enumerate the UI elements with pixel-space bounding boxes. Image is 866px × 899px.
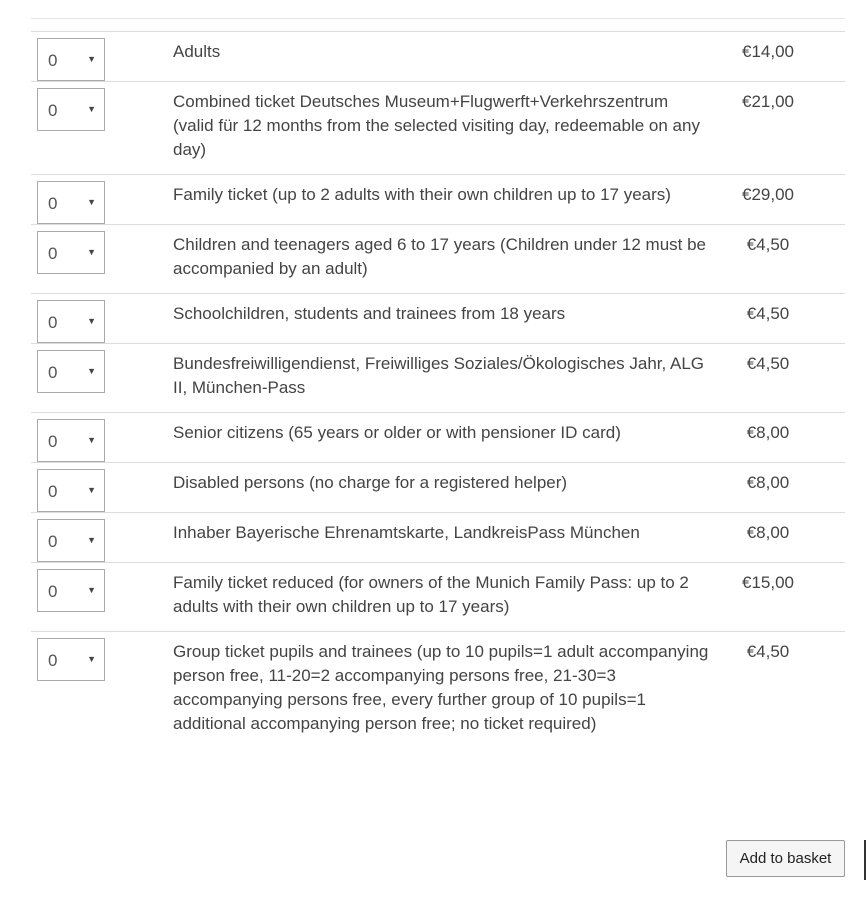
quantity-select[interactable] [37, 469, 105, 512]
quantity-select[interactable] [37, 519, 105, 562]
ticket-row-seniors [31, 413, 845, 463]
ticket-table [31, 31, 845, 748]
chevron-down-icon: ▼ [87, 654, 96, 664]
chevron-down-icon: ▼ [87, 366, 96, 376]
quantity-select[interactable] [37, 350, 105, 393]
quantity-value: 0 [48, 313, 58, 332]
quantity-value: 0 [48, 582, 58, 601]
quantity-select[interactable] [37, 419, 105, 462]
ticket-row-family [31, 175, 845, 225]
chevron-down-icon: ▼ [87, 247, 96, 257]
ticket-price: €4,50 [746, 304, 790, 323]
chevron-down-icon: ▼ [87, 535, 96, 545]
qty-cell [31, 38, 173, 81]
ticket-description: Bundesfreiwilligendienst, Freiwilliges Soziales/Ökologisches Jahr, ALG II, München-Pass [173, 354, 705, 397]
ticket-row-group [31, 632, 845, 748]
ticket-price: €4,50 [746, 354, 790, 373]
ticket-description: Adults [173, 42, 221, 61]
chevron-down-icon: ▼ [87, 197, 96, 207]
quantity-value: 0 [48, 244, 58, 263]
ticket-row-ehrenamt [31, 513, 845, 563]
quantity-select[interactable] [37, 569, 105, 612]
qty-cell [31, 181, 173, 224]
ticket-row-family-reduced [31, 563, 845, 632]
quantity-value: 0 [48, 194, 58, 213]
quantity-value: 0 [48, 101, 58, 120]
quantity-value: 0 [48, 432, 58, 451]
qty-cell [31, 300, 173, 343]
quantity-value: 0 [48, 363, 58, 382]
ticket-price: €8,00 [746, 423, 790, 442]
ticket-price: €4,50 [746, 642, 790, 661]
quantity-select[interactable] [37, 181, 105, 224]
chevron-down-icon: ▼ [87, 54, 96, 64]
ticket-description: Senior citizens (65 years or older or with pensioner ID card) [173, 423, 621, 442]
qty-cell [31, 88, 173, 174]
top-divider [31, 18, 845, 19]
ticket-description: Family ticket reduced (for owners of the Munich Family Pass: up to 2 adults with their own children up to 17 years) [173, 573, 689, 616]
ticket-price: €8,00 [746, 523, 790, 542]
ticket-price: €8,00 [746, 473, 790, 492]
qty-cell [31, 519, 173, 562]
qty-cell [31, 231, 173, 293]
qty-cell [31, 569, 173, 631]
ticket-row-volunteer [31, 344, 845, 413]
add-to-basket-button[interactable]: Add to basket [726, 840, 845, 877]
quantity-select[interactable] [37, 231, 105, 274]
quantity-value: 0 [48, 532, 58, 551]
qty-cell [31, 350, 173, 412]
ticket-row-children [31, 225, 845, 294]
quantity-select[interactable] [37, 38, 105, 81]
chevron-down-icon: ▼ [87, 585, 96, 595]
chevron-down-icon: ▼ [87, 104, 96, 114]
chevron-down-icon: ▼ [87, 316, 96, 326]
qty-cell [31, 419, 173, 462]
chevron-down-icon: ▼ [87, 435, 96, 445]
ticket-row-students [31, 294, 845, 344]
ticket-price: €15,00 [742, 573, 794, 592]
ticket-description: Disabled persons (no charge for a registered helper) [173, 473, 568, 492]
ticket-description: Schoolchildren, students and trainees from 18 years [173, 304, 566, 323]
ticket-description: Inhaber Bayerische Ehrenamtskarte, LandkreisPass München [173, 523, 640, 542]
quantity-select[interactable] [37, 638, 105, 681]
ticket-description: Group ticket pupils and trainees (up to 10 pupils=1 adult accompanying person free, 11-20=2 accompanying persons free, 21-30=3 accompanying persons free, every further group of 10 pupils=1 additional accompanying person free; no ticket required) [173, 642, 709, 733]
ticket-price: €4,50 [746, 235, 790, 254]
quantity-select[interactable] [37, 300, 105, 343]
quantity-select[interactable] [37, 88, 105, 131]
ticket-description: Family ticket (up to 2 adults with their own children up to 17 years) [173, 185, 671, 204]
ticket-description: Combined ticket Deutsches Museum+Flugwerft+Verkehrszentrum (valid für 12 months from the selected visiting day, redeemable on any day) [173, 92, 700, 159]
qty-cell [31, 638, 173, 748]
ticket-price: €29,00 [742, 185, 794, 204]
ticket-row-combined [31, 82, 845, 175]
quantity-value: 0 [48, 51, 58, 70]
ticket-row-adults [31, 32, 845, 82]
ticket-row-disabled [31, 463, 845, 513]
ticket-price: €14,00 [742, 42, 794, 61]
chevron-down-icon: ▼ [87, 485, 96, 495]
quantity-value: 0 [48, 651, 58, 670]
quantity-value: 0 [48, 482, 58, 501]
ticket-description: Children and teenagers aged 6 to 17 years (Children under 12 must be accompanied by an adult) [173, 235, 707, 278]
ticket-price: €21,00 [742, 92, 794, 111]
qty-cell [31, 469, 173, 512]
